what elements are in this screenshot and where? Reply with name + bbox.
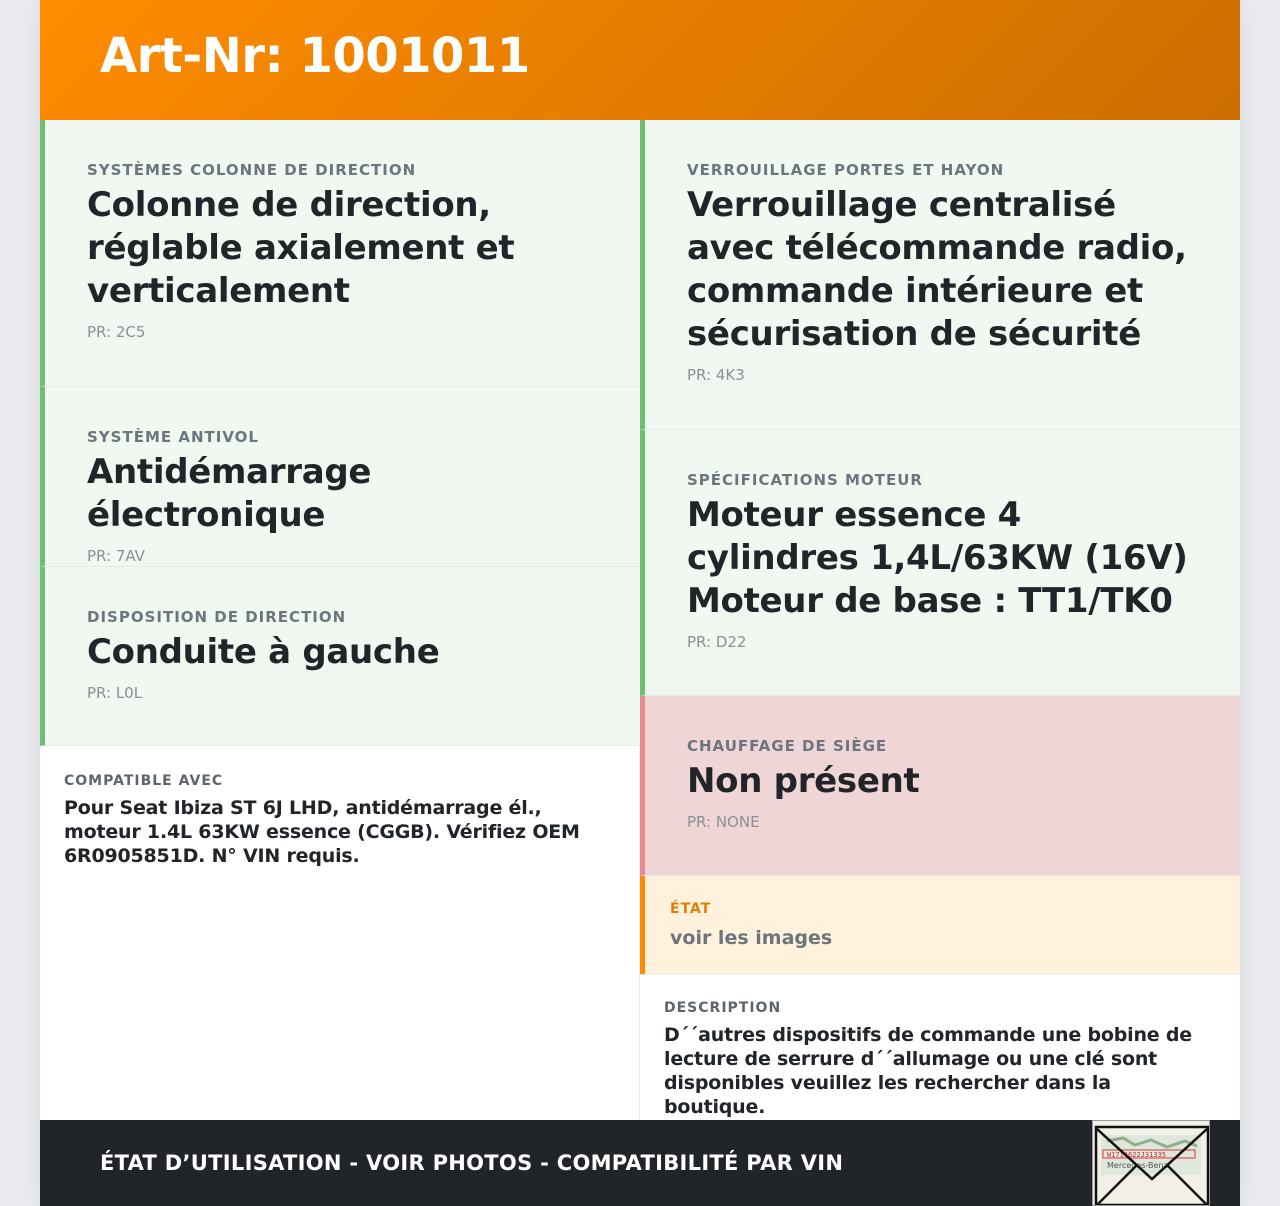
condition-value: voir les images <box>670 927 833 949</box>
feature-card-engine <box>640 430 1240 696</box>
feature-value: Verrouillage centralisé avec télécommande radio, commande intérieure et sécurisation de sécurité <box>687 185 1187 354</box>
envelope-brand-text: Mercedes-Benz <box>1107 1161 1168 1170</box>
footer-bar <box>40 1120 1240 1206</box>
feature-pr-code: PR: 7AV <box>87 547 145 565</box>
condition-label: ÉTAT <box>670 901 712 917</box>
feature-category: CHAUFFAGE DE SIÈGE <box>687 737 888 755</box>
feature-card-steering-column <box>40 120 640 387</box>
description-label: DESCRIPTION <box>664 1000 782 1016</box>
feature-value: Antidémarrage électronique <box>87 452 372 535</box>
left-column <box>40 120 640 746</box>
condition-section <box>640 876 1240 974</box>
feature-card-seat-heating <box>640 696 1240 876</box>
feature-value: Non présent <box>687 761 920 801</box>
product-sheet <box>40 0 1240 1206</box>
feature-category: DISPOSITION DE DIRECTION <box>87 608 347 626</box>
feature-card-steering-layout <box>40 567 640 746</box>
feature-pr-code: PR: 2C5 <box>87 323 146 341</box>
footer-text: ÉTAT D’UTILISATION - VOIR PHOTOS - COMPATIBILITÉ PAR VIN <box>100 1151 844 1175</box>
description-section <box>640 974 1240 1120</box>
description-text: D´´autres dispositifs de commande une bobine de lecture de serrure d´´allumage ou une clé sont disponibles veuillez les rechercher dans la boutique. <box>664 1024 1192 1118</box>
feature-value: Colonne de direction, réglable axialement et verticalement <box>87 185 515 311</box>
feature-value: Conduite à gauche <box>87 632 440 672</box>
header-banner <box>40 0 1240 120</box>
feature-pr-code: PR: NONE <box>687 813 760 831</box>
article-number-title: Art-Nr: 1001011 <box>100 28 530 84</box>
feature-card-antitheft <box>40 387 640 567</box>
compatibility-section <box>40 746 640 1120</box>
feature-pr-code: PR: D22 <box>687 633 747 651</box>
compatibility-text: Pour Seat Ibiza ST 6J LHD, antidémarrage él., moteur 1.4L 63KW essence (CGGB). Vérifiez OEM 6R0905851D. N° VIN requis. <box>64 797 580 867</box>
feature-pr-code: PR: L0L <box>87 684 143 702</box>
feature-category: SYSTÈMES COLONNE DE DIRECTION <box>87 161 417 179</box>
feature-category: SPÉCIFICATIONS MOTEUR <box>687 471 923 489</box>
svg-text:W1714622J31335: W1714622J31335 <box>1107 1151 1167 1159</box>
envelope-thumbnail-image <box>1092 1120 1210 1206</box>
feature-card-door-locking <box>640 120 1240 430</box>
compatibility-label: COMPATIBLE AVEC <box>64 773 224 789</box>
right-column <box>640 120 1240 876</box>
feature-pr-code: PR: 4K3 <box>687 366 745 384</box>
envelope-icon <box>1093 1121 1210 1206</box>
feature-category: SYSTÈME ANTIVOL <box>87 428 259 446</box>
feature-value: Moteur essence 4 cylindres 1,4L/63KW (16V) Moteur de base : TT1/TK0 <box>687 495 1188 621</box>
feature-category: VERROUILLAGE PORTES ET HAYON <box>687 161 1005 179</box>
